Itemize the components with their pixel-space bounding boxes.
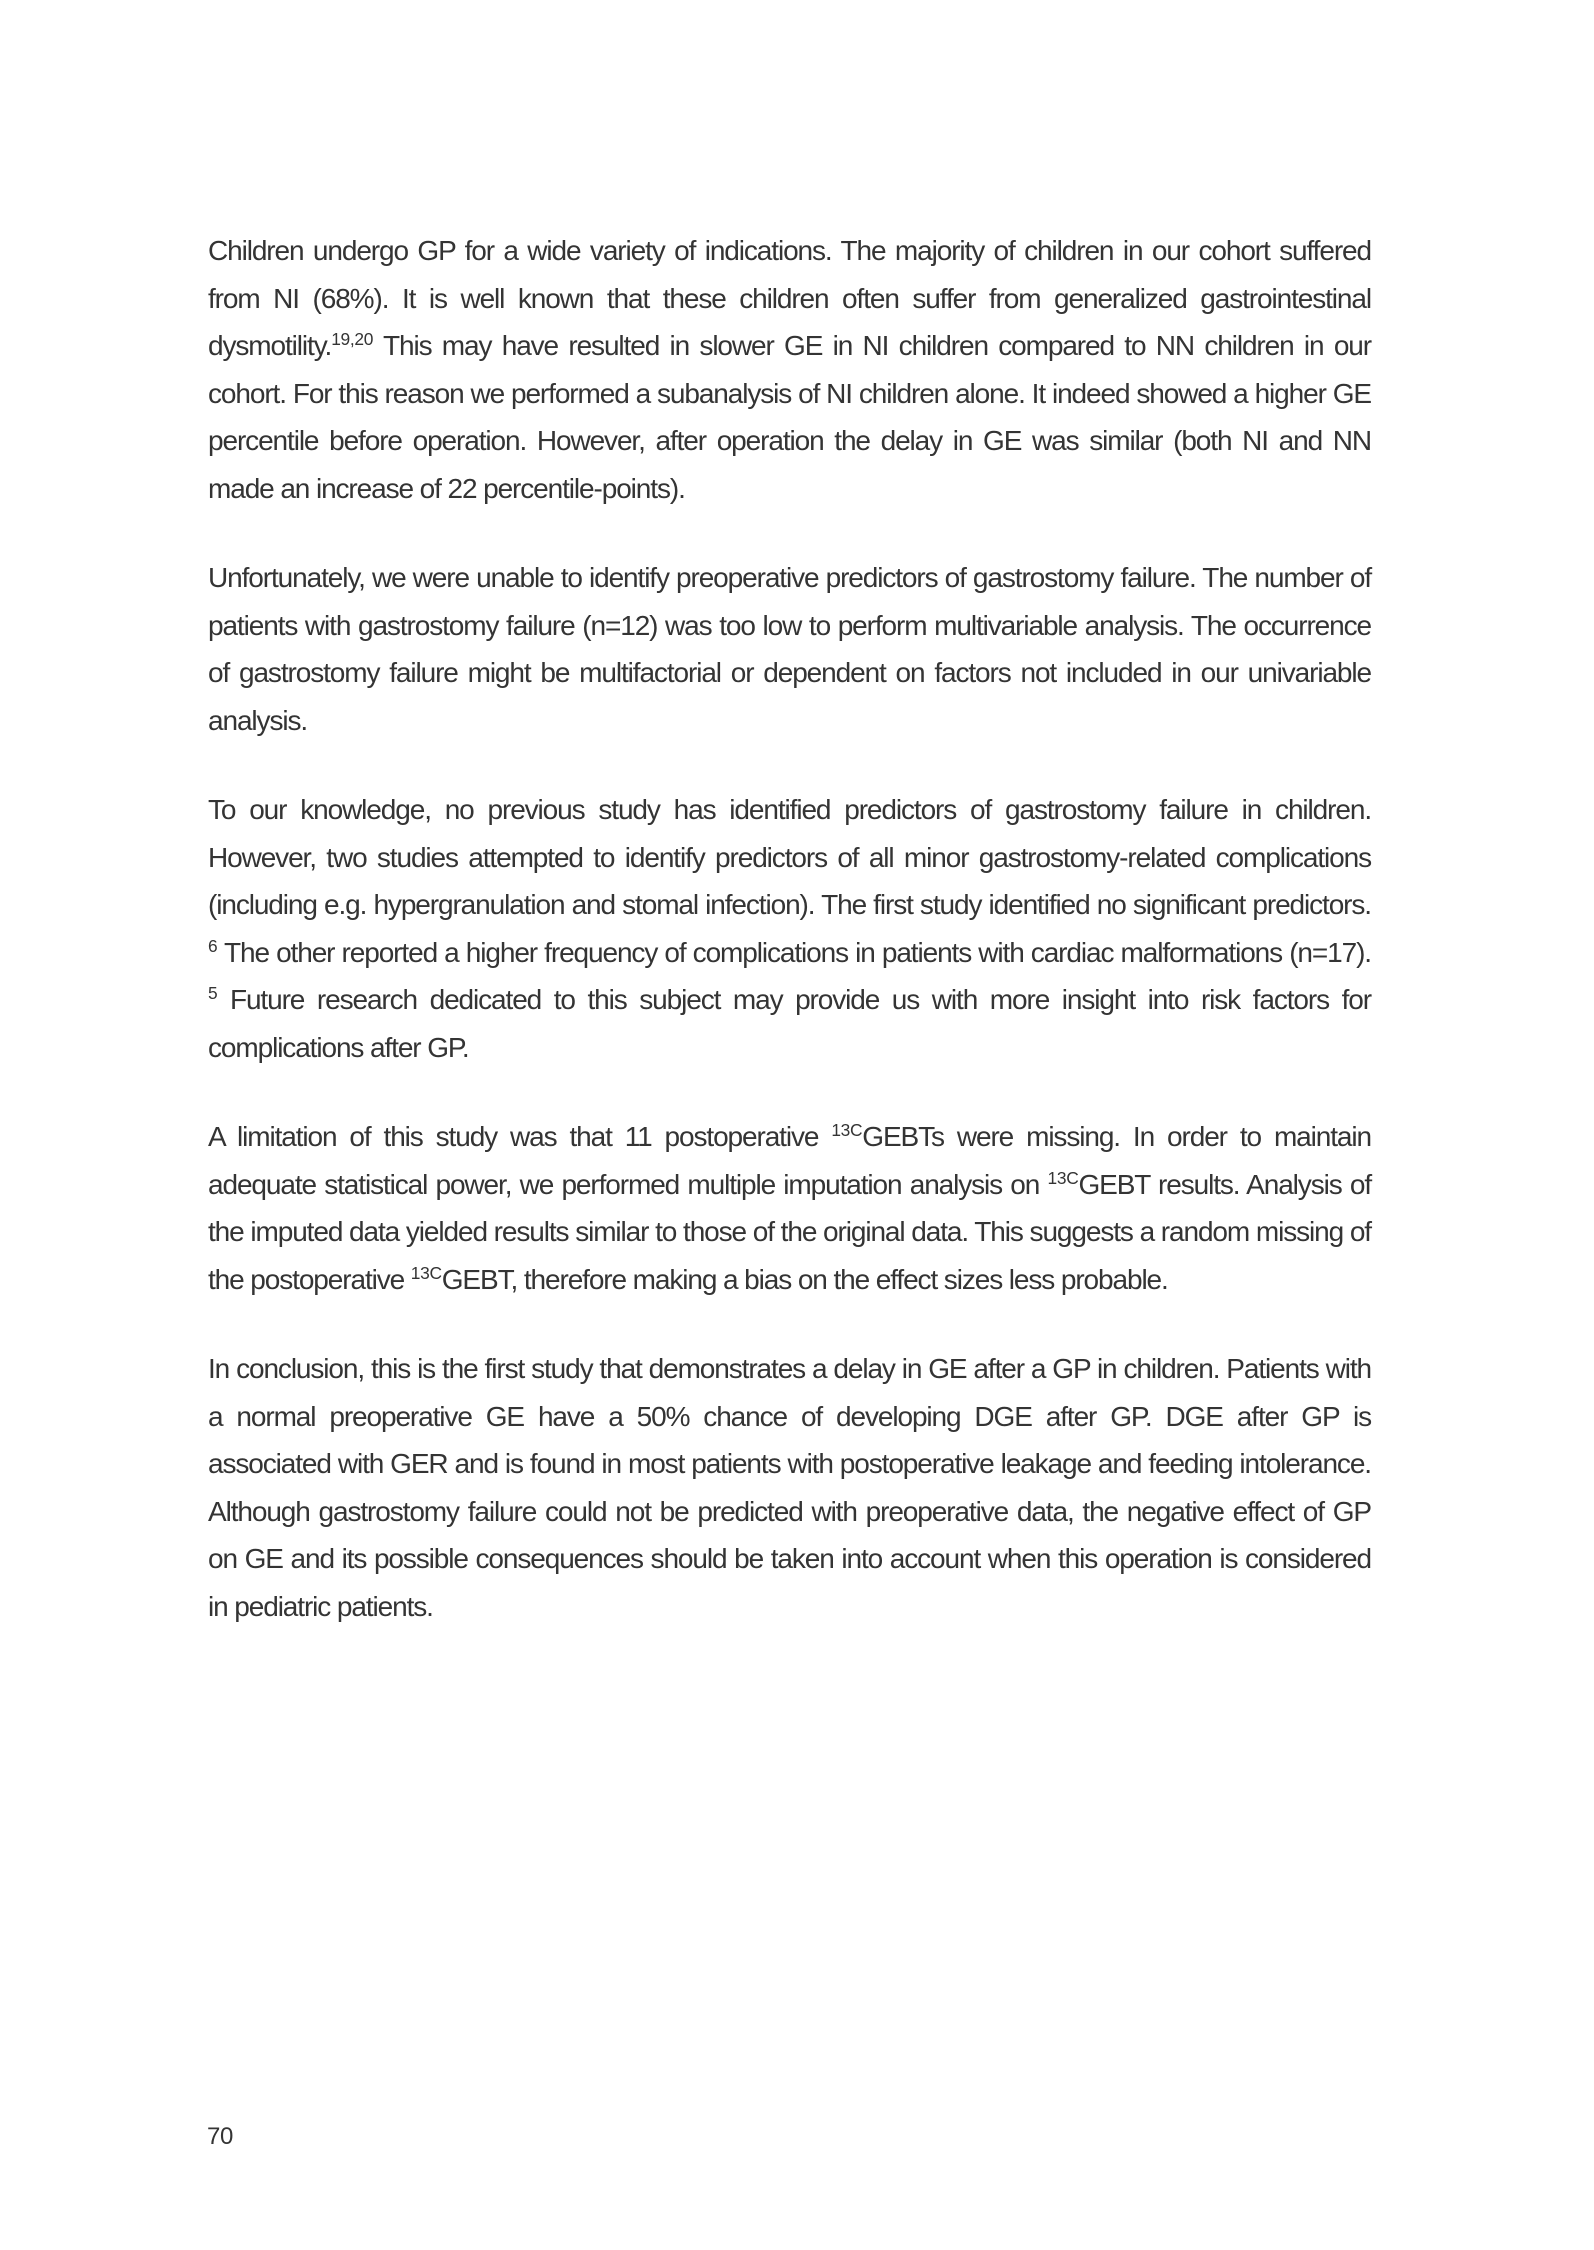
- paragraph: [208, 227, 1371, 512]
- reference-superscript: 13C: [831, 1120, 863, 1141]
- page-number: 70: [207, 2123, 234, 2150]
- text-run: Future research dedicated to this subject may provide us with more insight into risk factors for complications after GP.: [208, 984, 1371, 1063]
- reference-superscript: 6: [208, 935, 218, 956]
- body-text: [208, 227, 1371, 1630]
- reference-superscript: 5: [208, 983, 218, 1004]
- text-run: This may have resulted in slower GE in NI children compared to NN children in our cohort. For this reason we performed a subanalysis of NI children alone. It indeed showed a higher GE percentile before operation. However, after operation the delay in GE was similar (both NI and NN made an increase of 22 percentile-points).: [208, 330, 1371, 504]
- text-run: Unfortunately, we were unable to identify preoperative predictors of gastrostomy failure. The number of patients with gastrostomy failure (n=12) was too low to perform multivariable analysis. The occurrence of gastrostomy failure might be multifactorial or dependent on factors not included in our univariable analysis.: [208, 562, 1371, 736]
- paragraph: [208, 786, 1371, 1071]
- paragraph: [208, 1345, 1371, 1630]
- paragraph: [208, 554, 1371, 744]
- reference-superscript: 19,20: [331, 329, 374, 350]
- text-run: The other reported a higher frequency of complications in patients with cardiac malformations (n=17).: [217, 936, 1371, 968]
- reference-superscript: 13C: [1047, 1167, 1079, 1188]
- paragraph: [208, 1113, 1371, 1303]
- text-run: In conclusion, this is the first study that demonstrates a delay in GE after a GP in children. Patients with a normal preoperative GE have a 50% chance of developing DGE after GP. DGE after GP is associated with GER and is found in most patients with postoperative leakage and feeding intolerance. Although gastrostomy failure could not be predicted with preoperative data, the negative effect of GP on GE and its possible consequences should be taken into account when this operation is considered in pediatric patients.: [208, 1353, 1371, 1622]
- text-run: GEBT, therefore making a bias on the effect sizes less probable.: [441, 1263, 1168, 1295]
- text-run: GEBTs were missing. In order to maintain adequate statistical power, we performed multiple imputation analysis on: [208, 1121, 1371, 1200]
- text-run: Children undergo GP for a wide variety of indications. The majority of children in our cohort suffered from NI (68%). It is well known that these children often suffer from generalized gastrointestinal dysmotility.: [208, 235, 1371, 361]
- reference-superscript: 13C: [410, 1262, 442, 1283]
- text-run: To our knowledge, no previous study has identified predictors of gastrostomy failure in children. However, two studies attempted to identify predictors of all minor gastrostomy-related complications (including e.g. hypergranulation and stomal infection). The first study identified no significant predictors.: [208, 794, 1371, 920]
- text-run: A limitation of this study was that 11 postoperative: [208, 1121, 832, 1152]
- text-run: GEBT results. Analysis of the imputed data yielded results similar to those of the original data. This suggests a random missing of the postoperative: [208, 1168, 1371, 1295]
